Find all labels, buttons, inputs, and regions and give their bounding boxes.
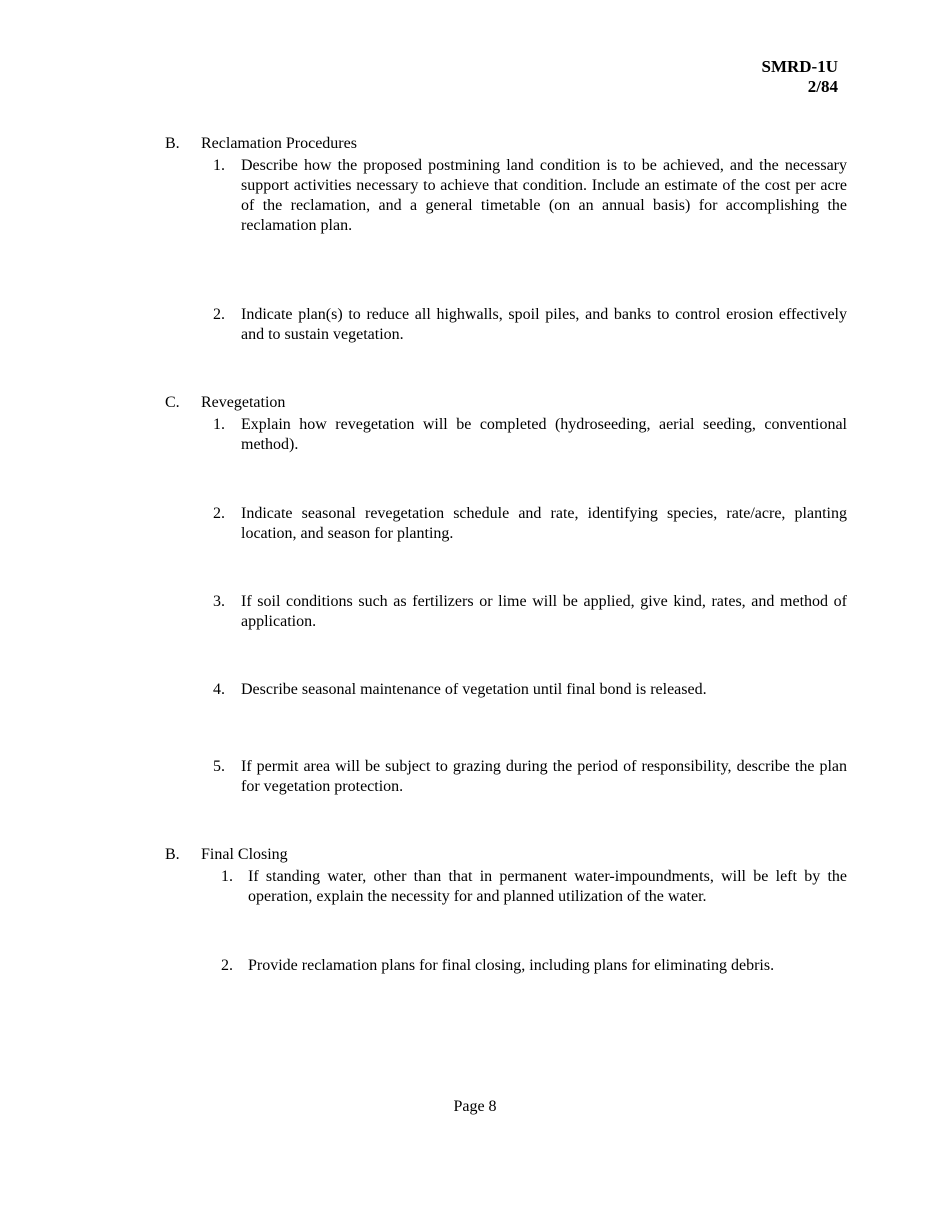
section-title: Revegetation [201,394,286,411]
item-number: 5. [213,758,225,775]
item-number: 2. [213,306,225,323]
item-number: 3. [213,593,225,610]
item-text: Provide reclamation plans for final closing, including plans for eliminating debris. [248,957,775,974]
page-number: Page 8 [453,1098,497,1115]
section-letter: C. [165,394,180,411]
section-title: Final Closing [201,846,288,863]
form-id: SMRD-1U [761,57,838,76]
form-date: 2/84 [807,77,838,96]
item-number: 2. [221,957,233,974]
item-number: 2. [213,505,225,522]
section-title: Reclamation Procedures [201,135,357,152]
section-letter: B. [165,135,180,152]
item-number: 1. [221,868,233,885]
item-text: Indicate seasonal revegetation schedule and rate, identifying species, rate/acre, planting location, and season for planting. [241,505,847,542]
item-text: If soil conditions such as fertilizers or lime will be applied, give kind, rates, and method of application. [241,593,847,630]
item-text: Explain how revegetation will be completed (hydroseeding, aerial seeding, conventional method). [241,416,847,453]
item-text: Describe seasonal maintenance of vegetation until final bond is released. [241,681,707,698]
item-text: Indicate plan(s) to reduce all highwalls, spoil piles, and banks to control erosion effectively and to sustain vegetation. [241,306,847,343]
item-number: 1. [213,416,225,433]
item-text: If permit area will be subject to grazing during the period of responsibility, describe the plan for vegetation protection. [241,758,847,795]
item-text: If standing water, other than that in permanent water-impoundments, will be left by the operation, explain the necessity for and planned utilization of the water. [248,868,847,905]
section-letter: B. [165,846,180,863]
form-header [762,57,839,97]
item-number: 1. [213,157,225,174]
item-number: 4. [213,681,225,698]
item-text: Describe how the proposed postmining land condition is to be achieved, and the necessary support activities necessary to achieve that condition. Include an estimate of the cost per acre of the reclamation, and a general timetable (on an annual basis) for accomplishing the reclamation plan. [241,157,847,234]
